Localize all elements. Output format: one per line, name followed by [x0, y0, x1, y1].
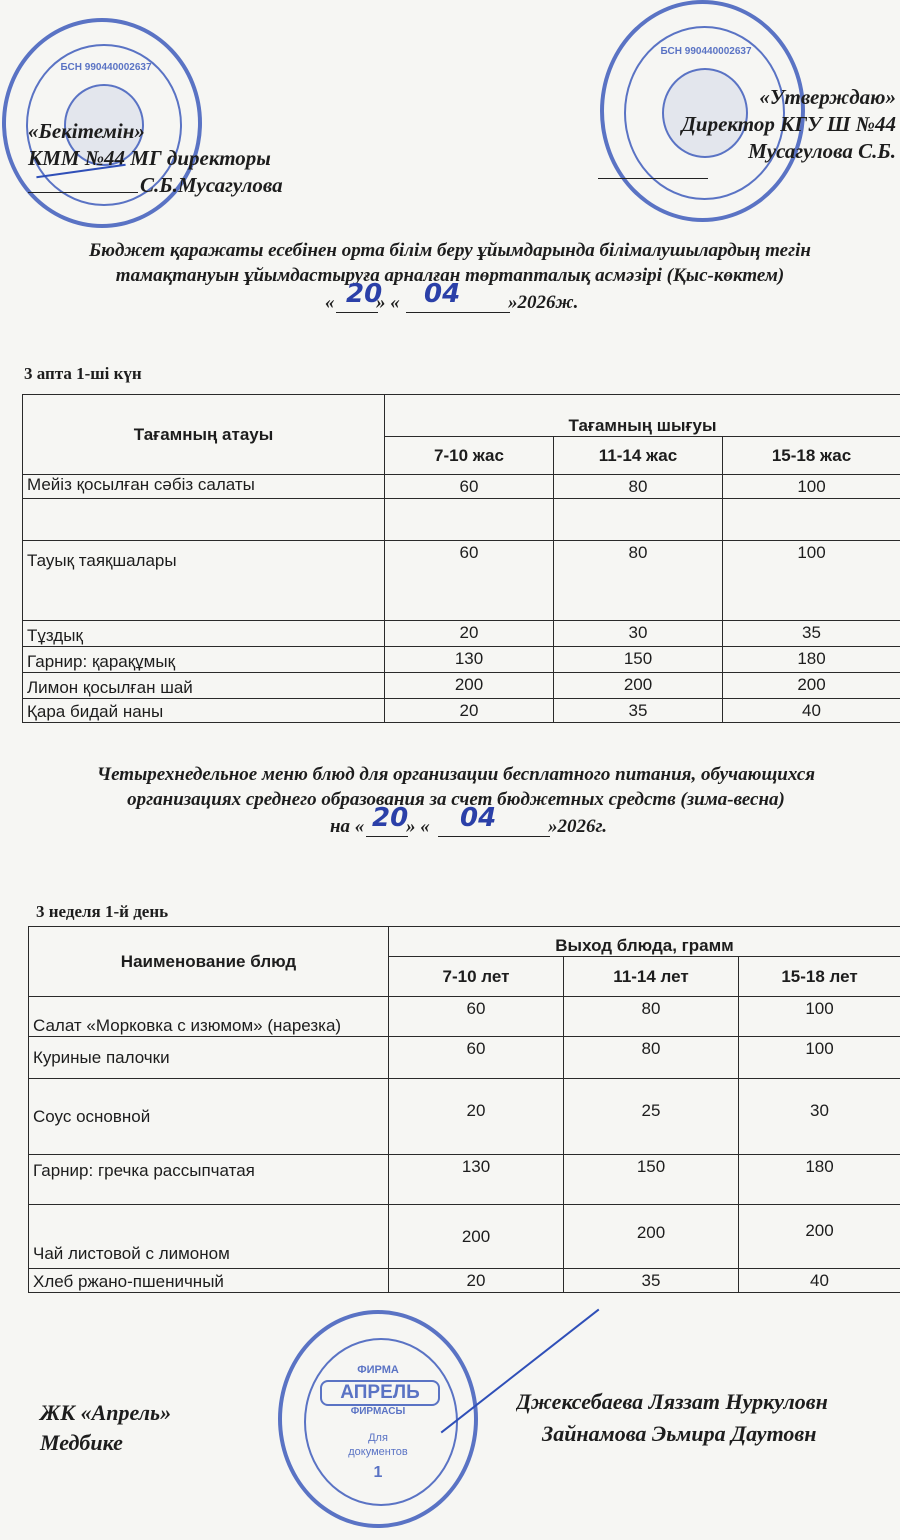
dish-name: Куриные палочки — [29, 1037, 389, 1079]
portion-value: 35 — [564, 1269, 739, 1293]
russian-menu-table — [28, 926, 900, 1293]
footer-right — [516, 1386, 900, 1450]
portion-value: 130 — [385, 647, 554, 673]
portion-value: 180 — [723, 647, 900, 673]
footer-role: Медбике — [40, 1430, 123, 1455]
stamp-bin: БСН 990440002637 — [60, 62, 152, 73]
portion-value: 60 — [385, 541, 554, 621]
table-row — [23, 475, 900, 499]
kazakh-date-month: 04 — [424, 279, 461, 309]
table-row — [23, 673, 900, 699]
approval-left-line3: С.Б.Мусагулова — [140, 173, 283, 197]
kz-header-output: Тағамның шығуы — [385, 395, 900, 437]
firm-stamp-number: 1 — [373, 1464, 383, 1481]
kz-age-col: 15-18 жас — [723, 437, 900, 475]
kazakh-title-line1: Бюджет қаражаты есебінен орта білім беру ұйымдарында білімалушылардың тегін — [89, 240, 811, 261]
kz-age-col: 11-14 жас — [554, 437, 723, 475]
russian-day-label: 3 неделя 1-й день — [36, 902, 169, 921]
table-row — [23, 621, 900, 647]
dish-name: Хлеб ржано-пшеничный — [29, 1269, 389, 1293]
approval-right — [682, 84, 896, 165]
ru-age-col: 7-10 лет — [389, 957, 564, 997]
table-row — [29, 1079, 900, 1155]
approval-left-line1: «Бекітемін» — [28, 119, 145, 143]
portion-value: 200 — [554, 673, 723, 699]
firm-stamp-purpose2: документов — [348, 1446, 408, 1458]
portion-value: 35 — [723, 621, 900, 647]
portion-value: 130 — [389, 1155, 564, 1205]
footer-person-1: Джексебаева Ляззат Нуркуловн — [516, 1389, 828, 1414]
portion-value: 100 — [723, 541, 900, 621]
table-row — [23, 699, 900, 723]
table-row — [29, 1269, 900, 1293]
russian-date: на « 20 » « 04 »2026г. — [330, 803, 608, 837]
table-row — [29, 1205, 900, 1269]
signature-line-left — [28, 192, 138, 193]
kz-header-name: Тағамның атауы — [23, 395, 385, 475]
portion-value: 20 — [389, 1079, 564, 1155]
portion-value: 25 — [564, 1079, 739, 1155]
dish-name: Чай листовой с лимоном — [29, 1205, 389, 1269]
kazakh-title-line2: тамақтануын ұйымдастыруға арналған төртапталық асмәзірі (Қыс-көктем) — [115, 265, 785, 286]
portion-value: 200 — [389, 1205, 564, 1269]
kazakh-menu-table — [22, 394, 900, 723]
portion-value: 150 — [554, 647, 723, 673]
table-row — [23, 541, 900, 621]
ru-header-output: Выход блюда, грамм — [389, 927, 900, 957]
dish-name: Соус основной — [29, 1079, 389, 1155]
portion-value: 40 — [739, 1269, 900, 1293]
dish-name: Тұздық — [23, 621, 385, 647]
kazakh-date-day: 20 — [346, 279, 383, 309]
portion-value: 100 — [739, 997, 900, 1037]
table-row — [29, 1155, 900, 1205]
table-row — [29, 1037, 900, 1079]
footer-person-2: Зайнамова Эьмира Даутовн — [542, 1421, 817, 1446]
russian-title-line1: Четырехнедельное меню блюд для организации бесплатного питания, обучающихся — [96, 764, 816, 785]
portion-value: 60 — [385, 475, 554, 499]
portion-value: 200 — [723, 673, 900, 699]
portion-value: 150 — [564, 1155, 739, 1205]
portion-value: 200 — [385, 673, 554, 699]
footer-company: ЖК «Апрель» — [40, 1400, 172, 1425]
portion-value: 20 — [389, 1269, 564, 1293]
dish-name: Салат «Морковка с изюмом» (нарезка) — [29, 997, 389, 1037]
portion-value: 60 — [389, 1037, 564, 1079]
portion-value: 100 — [723, 475, 900, 499]
dish-name: Гарнир: қарақұмық — [23, 647, 385, 673]
russian-title-line2: организациях среднего образования за счет бюджетных средств (зима-весна) — [127, 789, 785, 810]
kazakh-title — [10, 238, 890, 318]
ru-age-col: 11-14 лет — [564, 957, 739, 997]
approval-left — [28, 118, 283, 199]
signature-line-right — [598, 178, 708, 179]
kazakh-date: « 20 » « 04 »2026ж. — [325, 279, 579, 313]
portion-value: 20 — [385, 621, 554, 647]
dish-name: Гарнир: гречка рассыпчатая — [29, 1155, 389, 1205]
dish-name: Тауық таяқшалары — [23, 541, 385, 621]
footer-left — [40, 1398, 171, 1458]
portion-value: 200 — [564, 1205, 739, 1269]
firm-stamp-name: АПРЕЛЬ — [320, 1380, 440, 1406]
table-row-spacer — [23, 499, 900, 541]
stamp-bin: БСН 990440002637 — [660, 46, 752, 57]
russian-date-day: 20 — [372, 803, 409, 833]
table-row — [23, 647, 900, 673]
portion-value: 80 — [564, 1037, 739, 1079]
kz-age-col: 7-10 жас — [385, 437, 554, 475]
portion-value: 80 — [554, 475, 723, 499]
kazakh-day-label: 3 апта 1-ші күн — [24, 364, 142, 383]
dish-name: Мейіз қосылған сәбіз салаты — [23, 475, 385, 499]
firm-stamp-top: ФИРМА — [357, 1364, 399, 1376]
portion-value: 80 — [564, 997, 739, 1037]
portion-value: 30 — [739, 1079, 900, 1155]
portion-value: 35 — [554, 699, 723, 723]
approval-right-line2: Директор КГУ Ш №44 — [681, 112, 896, 136]
dish-name: Қара бидай наны — [23, 699, 385, 723]
portion-value: 100 — [739, 1037, 900, 1079]
portion-value: 80 — [554, 541, 723, 621]
portion-value: 40 — [723, 699, 900, 723]
russian-title — [14, 762, 898, 842]
approval-right-line1: «Утверждаю» — [759, 85, 896, 109]
approval-left-line2: КММ №44 МГ директоры — [28, 146, 271, 170]
portion-value: 60 — [389, 997, 564, 1037]
dish-name: Лимон қосылған шай — [23, 673, 385, 699]
ru-age-col: 15-18 лет — [739, 957, 900, 997]
firm-stamp-purpose1: Для — [368, 1432, 388, 1444]
firm-stamp-sub: ФИРМАСЫ — [350, 1406, 406, 1417]
ru-header-name: Наименование блюд — [29, 927, 389, 997]
approval-right-line3: Мусагулова С.Б. — [748, 139, 896, 163]
portion-value: 30 — [554, 621, 723, 647]
portion-value: 180 — [739, 1155, 900, 1205]
firm-stamp — [278, 1310, 478, 1528]
portion-value: 20 — [385, 699, 554, 723]
portion-value: 200 — [739, 1205, 900, 1269]
russian-date-month: 04 — [460, 803, 497, 833]
table-row — [29, 997, 900, 1037]
